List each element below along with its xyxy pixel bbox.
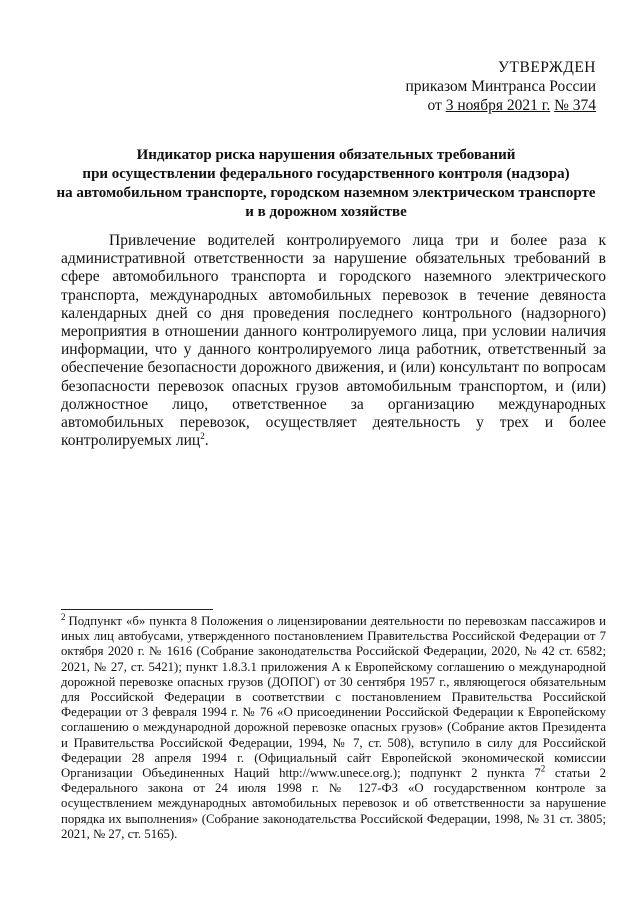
paragraph-text: Привлечение водителей контролируемого лица три и более раза к административной ответственности за нарушение обязательных требований в сфере автомобильного транспорта и городского наземного электрического транспорта, международных автомобильных перевозок в течение девяноста календарных дней со дня проведения последнего контрольного (надзорного) мероприятия в отношении данного контролируемого лица, при условии наличия информации, что у данного контролируемого лица работник, ответственный за обеспечение безопасности дорожного движения, и (или) консультант по вопросам безопасности перевозок опасных грузов автомобильным транспортом, и (или) должностное лицо, ответственное за организацию международных автомобильных перевозок, осуществляет деятельность у трех и более контролируемых лиц — [61, 232, 606, 450]
main-paragraph — [61, 232, 606, 450]
approval-heading: УТВЕРЖДЕН — [498, 59, 596, 76]
approval-date-prefix: от — [427, 97, 446, 114]
footnote-reference[interactable]: 2 — [200, 431, 205, 442]
approval-block — [336, 58, 596, 115]
approval-order-line: приказом Минтранса России — [405, 78, 596, 95]
document-title — [52, 146, 600, 222]
footnote-text-b: статьи 2 Федерального закона от 24 июля 1998 г. № 127-ФЗ «О государственном контроле за осуществлением международных автомобильных перевозок и об ответственности за нарушение порядка их выполнения» (Собрание законодательства Российской Федерации, 1998, № 31 ст. 3805; 2021, № 27, ст. 5165). — [61, 766, 607, 841]
approval-number: № 374 — [554, 97, 596, 114]
title-line-2: при осуществлении федерального государственного контроля (надзора) — [82, 166, 570, 182]
footnote-text-a: Подпункт «б» пункта 8 Положения о лицензировании деятельности по перевозкам пассажиров и иных лиц автобусами, утвержденного постановлением Правительства Российской Федерации от 7 октября 2020 г. № 1616 (Собрание законодательства Российской Федерации, 2020, № 42 ст. 6582; 2021, № 27, ст. 5421); пункт 1.8.3.1 приложения А к Европейскому соглашению о международной дорожной перевозке опасных грузов (ДОПОГ) от 30 сентября 1957 г., являющегося обязательным для Российской Федерации в соответствии с постановлением Правительства Российской Федерации от 3 февраля 1994 г. № 76 «О присоединении Российской Федерации к Европейскому соглашению о международной дорожной перевозке опасных грузов» (Собрание актов Президента и Правительства Российской Федерации, 1994, № 7, ст. 508), вступило в силу для Российской Федерации 28 апреля 1994 г. (Официальный сайт Европейской экономической комиссии Организации Объединенных Наций http://www.unece.org.); подпункт 2 пункта 7 — [61, 614, 606, 781]
footnote-sup: 2 — [540, 763, 546, 774]
footnote-divider — [61, 609, 213, 610]
approval-date-line — [336, 96, 596, 115]
paragraph-end: . — [204, 432, 209, 450]
footnote — [61, 611, 607, 842]
footnote-mark: 2 — [61, 611, 66, 622]
title-line-3: на автомобильном транспорте, городском наземном электрическом транспорте — [56, 185, 596, 201]
title-line-1: Индикатор риска нарушения обязательных требований — [136, 147, 516, 163]
approval-date: 3 ноября 2021 г. — [445, 97, 551, 114]
title-line-4: и в дорожном хозяйстве — [245, 204, 407, 220]
